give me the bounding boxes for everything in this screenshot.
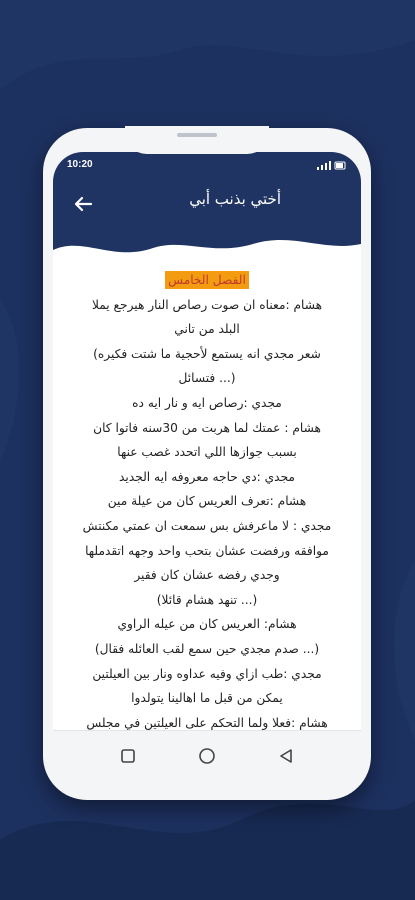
text-line: هشام: العريس كان من عيله الراوي <box>117 617 297 632</box>
text-line: هشام :تعرف العريس كان من عيلة مين <box>107 494 307 509</box>
text-line: (... فتسائل <box>178 371 236 386</box>
text-line: (... تنهد هشام قائلا) <box>156 592 258 607</box>
text-line: هشام :معناه ان صوت رصاص النار هيرجع يملا <box>91 297 323 312</box>
text-line: يمكن من قبل ما اهالينا يتولدوا <box>131 691 283 706</box>
app-header <box>53 152 361 270</box>
text-line: مجدي :دي حاجه معروفه ايه الجديد <box>119 469 295 484</box>
arrow-left-icon[interactable] <box>71 192 95 216</box>
phone-frame <box>43 128 371 800</box>
text-line: موافقه ورفضت عشان بتحب واحد وجهه اتقدملها <box>85 543 329 558</box>
phone-notch <box>125 126 269 154</box>
page-title: أختي بذنب أبي <box>189 190 281 208</box>
status-time: 10:20 <box>67 159 93 170</box>
text-line: هشام : عمتك لما هربت من 30سنه فاتوا كان <box>93 420 321 435</box>
circle-icon[interactable] <box>198 747 216 765</box>
text-line: (... صدم مجدي حين سمع لقب العائله فقال) <box>94 641 320 656</box>
text-line: مجدي :طب ازاي وفيه عداوه ونار بين العيلتين <box>92 666 322 681</box>
text-line: بسبب جوازها اللي اتحدد غصب عنها <box>117 445 297 460</box>
chapter-content[interactable] <box>53 268 361 730</box>
text-line: مجدي :رصاص ايه و نار ايه ده <box>132 395 282 410</box>
triangle-back-icon[interactable] <box>277 747 295 765</box>
chapter-title: الفصل الخامس <box>165 271 249 289</box>
phone-screen <box>53 152 361 782</box>
text-line: وجدي رفضه عشان كان فقير <box>134 568 280 583</box>
speaker-grille <box>177 133 217 137</box>
chapter-heading-line <box>53 268 361 293</box>
text-line: البلد من تاني <box>174 322 240 337</box>
signal-icon <box>317 160 347 170</box>
square-icon[interactable] <box>119 747 137 765</box>
system-nav-bar <box>53 730 361 782</box>
text-line: هشام :فعلا ولما التحكم على العيلتين في مجلس <box>86 715 328 730</box>
status-bar <box>53 152 361 178</box>
text-line: شعر مجدي انه يستمع لأحجية ما شتت فكيره) <box>93 346 321 361</box>
text-line: مجدي : لا ماعرفش بس سمعت ان عمتي مكنتش <box>82 518 332 533</box>
